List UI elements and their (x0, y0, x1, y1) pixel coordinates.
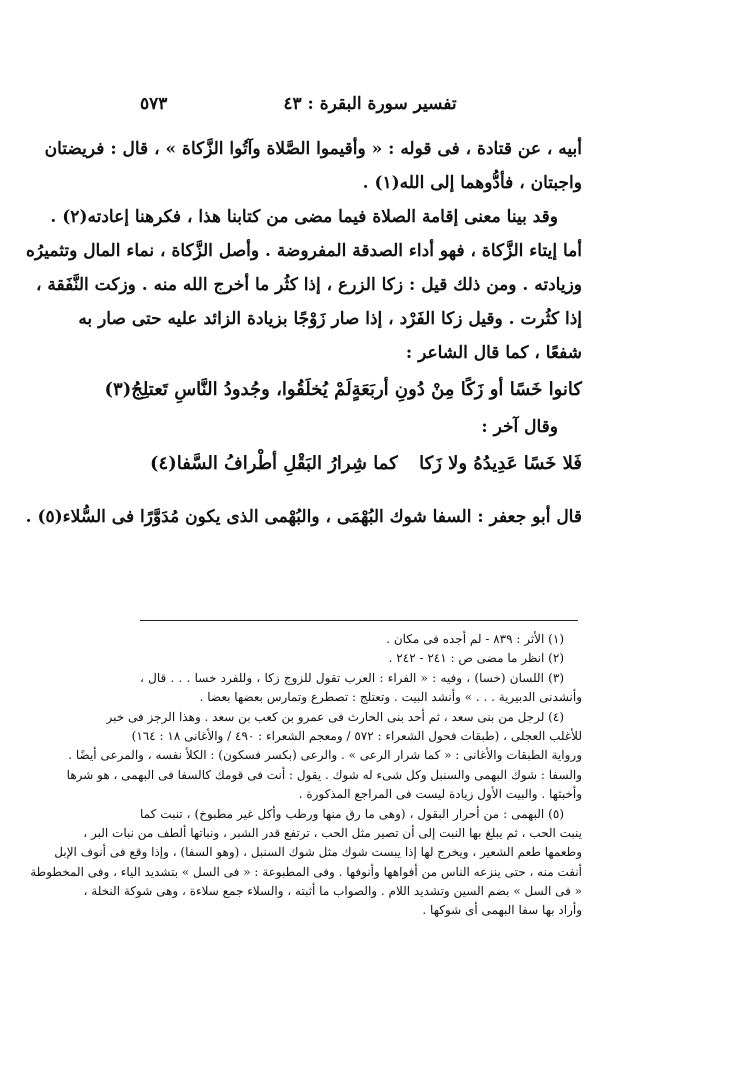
body-line: إذا كثُرت . وقيل زكا الفَرْد ، إذا صار زَوْجًا بزيادة الزائد عليه حتى صار به (78, 309, 582, 329)
footnote-line: وأخبثها . والبيت الأول زيادة ليست فى المراجع المذكورة . (298, 787, 582, 802)
verse-1 (104, 370, 582, 410)
verse-2-first-hemistich: فَلا خَسًا عَدِيدُهُ ولا زَكا (419, 453, 582, 474)
footnote-line: والسفا : شوك البهمى والسنبل وكل شىء له شوك . يقول : أنت فى قومك كالسفا فى البهمى ، هو شرها (66, 767, 582, 782)
footnote-line: وأنشدنى الدبيرية . . . » وأنشد البيت . وتعتلج : تصطرع وتمارس بعضها بعضا . (199, 690, 582, 705)
footnote-line: أنفت منه ، حتى ينزعه الناس من أفواهها وأنوفها . وفى المطبوعة : « فى السل » بتشديد الياء ، وفى المخطوطة (30, 864, 582, 879)
footnote-line: (١) الأثر : ٨٣٩ - لم أجده فى مكان . (386, 632, 564, 646)
footnote-line: ورواية الطبقات والأغانى : « كما شرار الرعى » . والرعى (بكسر فسكون) : الكلأ نفسه ، والمرعى أيضًا . (68, 748, 582, 763)
verse-2 (150, 444, 582, 484)
footnote-line: وأراد بها سفا البهمى أى شوكها . (422, 903, 582, 918)
verse-1-second-hemistich: لَمْ يُخلَقُوا، وجُدودُ النَّاسِ تَعتلِجُ(٣) (104, 379, 352, 400)
footnote-line: (٥) البهمى : من أحرار البقول ، (وهى ما رق منها ورطب وأكل غير مطبوخ) ، تنبت كما (140, 806, 564, 821)
body-line: واجبتان ، فأدُّوهما إلى الله(١) . (362, 173, 582, 193)
footnote-line: (٢) انظر ما مضى ص : ٢٤١ - ٢٤٢ . (388, 651, 564, 666)
closing-line: قال أبو جعفر : السفا شوك البُهْمَى ، والبُهْمى الذى يكون مُدَوَّرًا فى السُّلاء(٥) . (25, 507, 582, 527)
footnote-line: وطعمها طعم الشعير ، ويخرج لها إذا يبست شوك مثل شوك السنبل ، (وهو السفا) ، وإذا وقع فى أنوف الإبل (54, 845, 582, 860)
footnote-line: « فى السل » بضم السين وتشديد اللام . والصواب ما أثبته ، والسلاء جمع سلاءة ، وهى شوكة النخلة ، (83, 884, 582, 899)
verse-2-second-hemistich: كما شِرارُ البَقْلِ أطْرافُ السَّفا(٤) (150, 453, 398, 474)
footnote-divider (140, 620, 578, 621)
verse-1-first-hemistich: كانوا خَسًا أو زَكًا مِنْ دُونِ أربَعَةٍ (351, 379, 582, 400)
verse-2-intro: وقال آخر : (481, 417, 558, 437)
footnote-line: (٣) اللسان (خسا) ، وفيه : « الفراء : العرب تقول للزوج زكا ، وللفرد خسا . . . قال ، (140, 670, 564, 685)
footnote-line: (٤) لرجل من بنى سعد ، ثم أحد بنى الحارث فى عمرو بن كعب بن سعد . وهذا الرجز فى خبر (106, 709, 564, 724)
footnote-line: للأغلب العجلى ، (طبقات فحول الشعراء : ٥٧٢ / ومعجم الشعراء : ٤٩٠ / والأغانى ١٨ : ١٦٤) (131, 728, 582, 743)
page-number: ٥٧٣ (140, 94, 168, 114)
main-text (25, 132, 582, 534)
running-header-title: تفسير سورة البقرة : ٤٣ (283, 94, 457, 114)
footnotes (30, 630, 582, 921)
footnote-line: ينبت الحب ، ثم يبلغ بها النبت إلى أن تصير مثل الحب ، ترتفع قدر الشبر ، ونباتها ألطف من نبات البر ، (83, 825, 582, 840)
body-line: أبيه ، عن قتادة ، فى قوله : « وأقيموا الصَّلاة وآتُوا الزَّكاة » ، قال : فريضتان (44, 139, 582, 159)
body-line: وزيادته . ومن ذلك قيل : زكا الزرع ، إذا كثُر ما أخرج الله منه . وزكت النَّفَقة ، (36, 275, 582, 295)
body-line: شفعًا ، كما قال الشاعر : (405, 343, 582, 363)
body-line: وقد بينا معنى إقامة الصلاة فيما مضى من كتابنا هذا ، فكرهنا إعادته(٢) . (50, 207, 558, 227)
body-line: أما إيتاء الزَّكاة ، فهو أداء الصدقة المفروضة . وأصل الزَّكاة ، نماء المال وتثميرُه (25, 241, 582, 261)
